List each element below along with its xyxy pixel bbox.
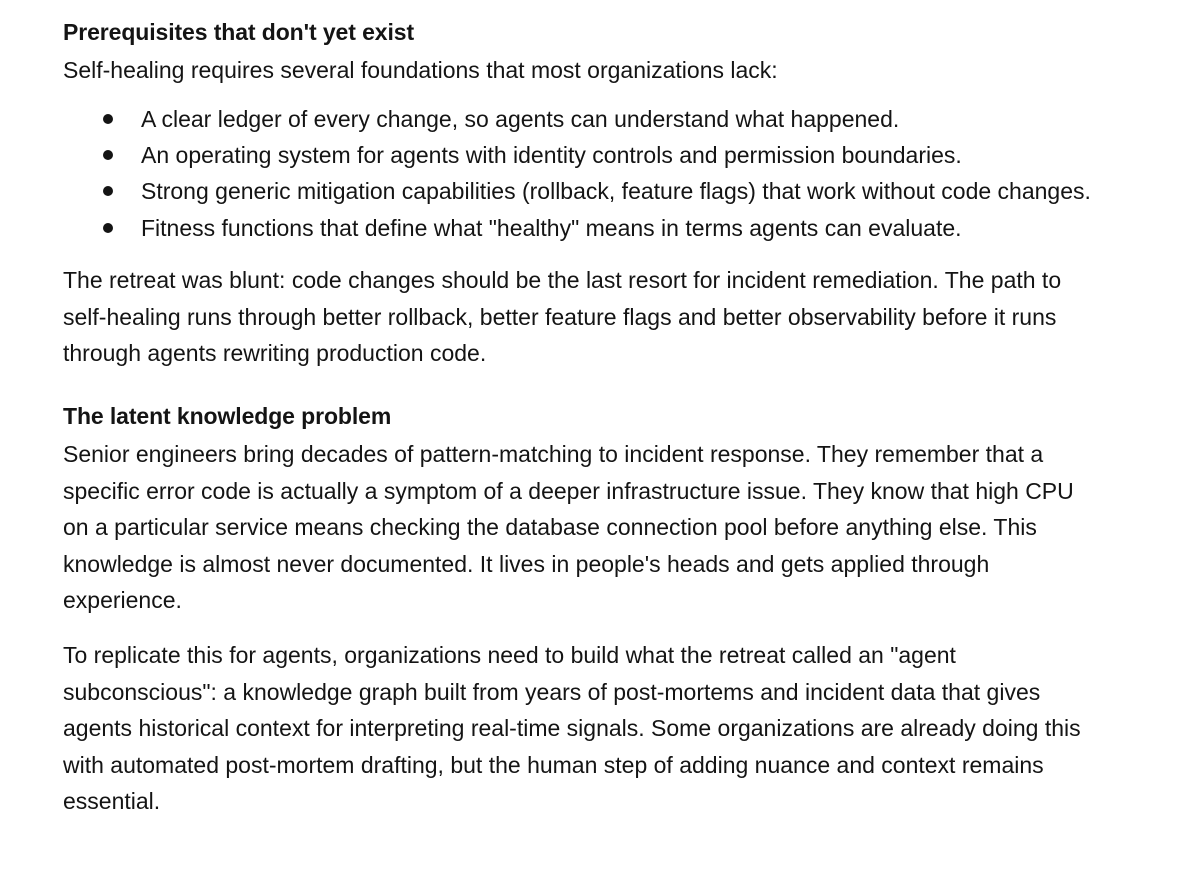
- bullet-icon: [103, 114, 113, 124]
- bullet-icon: [103, 150, 113, 160]
- list-item: [63, 101, 1141, 137]
- list-item: [63, 210, 1141, 246]
- section-heading-latent-knowledge: The latent knowledge problem: [63, 403, 392, 429]
- section-intro: Self-healing requires several foundations that most organizations lack:: [63, 57, 778, 83]
- prerequisites-list: [63, 101, 1200, 247]
- section-heading-prerequisites: Prerequisites that don't yet exist: [63, 19, 415, 45]
- list-item-text: Strong generic mitigation capabilities (rollback, feature flags) that work without code changes.: [141, 178, 1091, 205]
- list-item-text: An operating system for agents with identity controls and permission boundaries.: [141, 142, 962, 168]
- bullet-icon: [103, 223, 113, 233]
- list-item: [63, 173, 1141, 209]
- body-paragraph: Senior engineers bring decades of pattern-matching to incident response. They remember that a specific error code is actually a symptom of a deeper infrastructure issue. They know that high CPU on a particular service means checking the database connection pool before anything else. This knowledge is almost never documented. It lives in people's heads and gets applied through experience.: [63, 441, 1074, 614]
- list-item-text: Fitness functions that define what "healthy" means in terms agents can evaluate.: [141, 214, 962, 241]
- bullet-icon: [103, 186, 113, 196]
- body-paragraph: To replicate this for agents, organizations need to build what the retreat called an "agent subconscious": a knowledge graph built from years of post-mortems and incident data that gives agents historical context for interpreting real-time signals. Some organizations are already doing this with automated post-mortem drafting, but the human step of adding nuance and context remains essential.: [63, 641, 1081, 815]
- section-closing-paragraph: The retreat was blunt: code changes should be the last resort for incident remediation. The path to self-healing runs through better rollback, better feature flags and better observability before it runs through agents rewriting production code.: [63, 267, 1062, 367]
- list-item-text: A clear ledger of every change, so agents can understand what happened.: [141, 105, 900, 132]
- list-item: [63, 137, 1141, 173]
